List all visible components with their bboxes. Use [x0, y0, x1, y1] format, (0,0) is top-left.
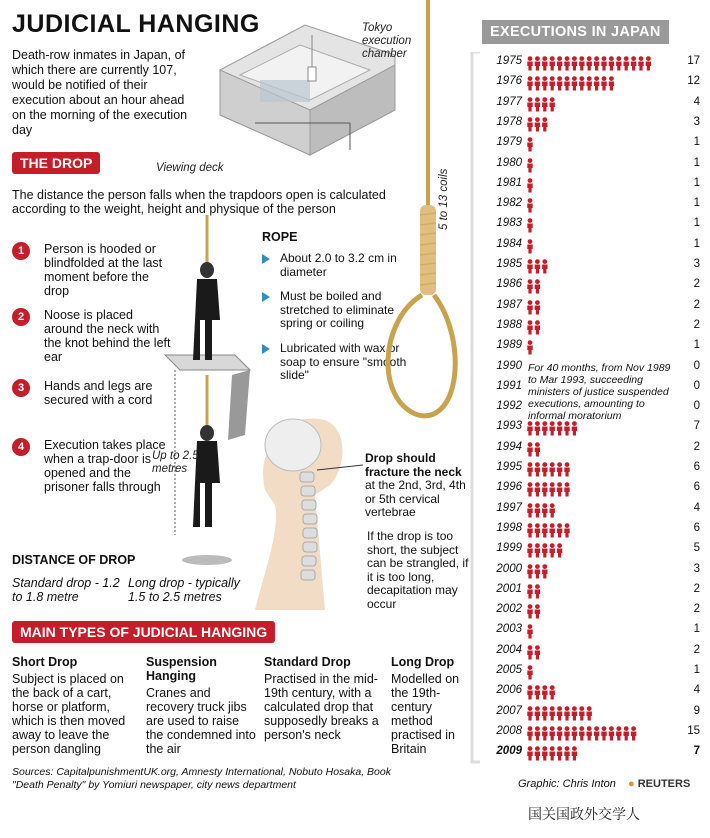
person-icon [624, 56, 629, 70]
viewing-deck-label: Viewing deck [156, 162, 224, 174]
count-label: 1 [693, 623, 700, 636]
step-number: 4 [12, 438, 30, 456]
execution-bar [527, 76, 677, 92]
type-short-drop: Short Drop Subject is placed on the back of a cart, horse or platform, which is then moved away to leave the person dangling [12, 655, 126, 756]
year-label: 1982 [496, 197, 522, 210]
execution-bar [527, 624, 677, 640]
rope-item: Must be boiled and stretched to eliminate spring or coiling [262, 290, 412, 332]
bullet-triangle-icon [262, 292, 270, 302]
person-icon [564, 482, 569, 496]
person-icon [572, 422, 577, 436]
person-icon [542, 76, 547, 90]
count-label: 2 [693, 298, 700, 311]
execution-bar [527, 685, 677, 701]
person-icon [527, 219, 532, 233]
execution-bar [527, 259, 677, 275]
person-icon [527, 198, 532, 212]
count-label: 7 [693, 745, 700, 758]
person-icon [527, 279, 532, 293]
person-icon [527, 56, 532, 70]
year-label: 2002 [496, 603, 522, 616]
count-label: 3 [693, 115, 700, 128]
person-icon [631, 56, 636, 70]
year-label: 1989 [496, 339, 522, 352]
page-title: JUDICIAL HANGING [12, 10, 260, 38]
execution-bar [527, 239, 677, 255]
person-icon [557, 726, 562, 740]
count-label: 2 [693, 643, 700, 656]
execution-bar [527, 503, 677, 519]
person-icon [564, 746, 569, 760]
types-heading: MAIN TYPES OF JUDICIAL HANGING [12, 621, 275, 643]
count-label: 2 [693, 603, 700, 616]
person-icon [527, 645, 532, 659]
person-icon [535, 259, 540, 273]
person-icon [535, 564, 540, 578]
person-icon [535, 76, 540, 90]
person-icon [527, 340, 532, 354]
person-icon [542, 422, 547, 436]
count-label: 6 [693, 481, 700, 494]
person-icon [550, 56, 555, 70]
person-icon [527, 259, 532, 273]
person-icon [646, 56, 651, 70]
count-label: 9 [693, 704, 700, 717]
person-icon [579, 706, 584, 720]
person-icon [594, 76, 599, 90]
person-icon [601, 76, 606, 90]
person-icon [527, 462, 532, 476]
person-icon [535, 300, 540, 314]
person-icon [579, 726, 584, 740]
the-drop-heading: THE DROP [12, 152, 100, 174]
person-icon [535, 442, 540, 456]
person-icon [542, 97, 547, 111]
step-number: 1 [12, 242, 30, 260]
person-icon [550, 462, 555, 476]
count-label: 4 [693, 95, 700, 108]
person-icon [527, 422, 532, 436]
person-icon [564, 523, 569, 537]
execution-bar [527, 320, 677, 336]
executions-heading: EXECUTIONS IN JAPAN [482, 20, 669, 44]
execution-bar [527, 523, 677, 539]
year-label: 1981 [496, 176, 522, 189]
moratorium-note: For 40 months, from Nov 1989 to Mar 1993, succeeding ministers of justice suspended executions, amounting to informal moratorium [528, 362, 671, 422]
count-label: 4 [693, 684, 700, 697]
person-icon [535, 117, 540, 131]
person-icon [542, 564, 547, 578]
person-icon [550, 503, 555, 517]
year-label: 1976 [496, 75, 522, 88]
person-icon [572, 56, 577, 70]
person-icon [535, 320, 540, 334]
step-2 [12, 308, 172, 364]
type-long-drop: Long Drop Modelled on the 19th-century method practised in Britain [391, 655, 460, 756]
bullet-triangle-icon [262, 344, 270, 354]
person-icon [550, 746, 555, 760]
person-icon [616, 56, 621, 70]
person-icon [542, 503, 547, 517]
person-icon [557, 422, 562, 436]
year-label: 1985 [496, 258, 522, 270]
person-icon [527, 665, 532, 679]
person-icon [594, 56, 599, 70]
chart-bracket [470, 52, 482, 764]
person-icon [609, 76, 614, 90]
person-icon [527, 685, 532, 699]
execution-bar [527, 300, 677, 316]
count-label: 2 [693, 318, 700, 331]
person-icon [542, 706, 547, 720]
year-label: 1993 [496, 420, 522, 433]
person-icon [542, 685, 547, 699]
year-label: 2007 [496, 704, 522, 717]
person-icon [572, 746, 577, 760]
reuters-dots-icon: ● [628, 778, 635, 790]
person-icon [527, 97, 532, 111]
person-icon [542, 746, 547, 760]
person-icon [542, 523, 547, 537]
person-icon [638, 56, 643, 70]
type-standard-drop: Standard Drop Practised in the mid-19th century, with a calculated drop that supposedly breaks a person's neck [264, 655, 379, 742]
year-label: 1979 [496, 136, 522, 149]
person-icon [535, 706, 540, 720]
execution-bar [527, 543, 677, 559]
rope-item: Lubricated with wax or soap to ensure "smooth slide" [262, 342, 412, 398]
person-icon [527, 76, 532, 90]
person-icon [527, 746, 532, 760]
person-icon [542, 117, 547, 131]
person-icon [527, 137, 532, 151]
fracture-heading: Drop should fracture the neck [365, 451, 462, 479]
person-icon [594, 726, 599, 740]
count-label: 6 [693, 461, 700, 473]
person-icon [527, 706, 532, 720]
year-label: 2001 [496, 582, 522, 595]
person-icon [527, 300, 532, 314]
person-icon [616, 726, 621, 740]
person-icon [579, 56, 584, 70]
person-icon [557, 76, 562, 90]
person-icon [542, 259, 547, 273]
person-icon [535, 645, 540, 659]
year-label: 1980 [496, 156, 522, 169]
person-icon [535, 543, 540, 557]
execution-bar [527, 482, 677, 498]
person-icon [527, 320, 532, 334]
person-icon [587, 76, 592, 90]
count-label: 12 [687, 75, 700, 88]
execution-bar [527, 178, 677, 194]
count-label: 1 [693, 176, 700, 189]
count-label: 17 [687, 55, 700, 67]
execution-bar [527, 746, 677, 762]
person-icon [527, 726, 532, 740]
count-label: 1 [693, 197, 700, 210]
person-icon [527, 543, 532, 557]
person-icon [564, 462, 569, 476]
count-label: 15 [687, 724, 700, 737]
person-icon [609, 56, 614, 70]
graphic-credit: Graphic: Chris Inton [518, 778, 616, 790]
rope-heading: ROPE [262, 230, 298, 244]
year-label: 1998 [496, 521, 522, 534]
watermark: 国关国政外交学人 [528, 806, 640, 822]
count-label: 0 [693, 379, 700, 392]
count-label: 6 [693, 521, 700, 534]
person-icon [527, 442, 532, 456]
step-text: Execution takes place when a trap-door is opened and the prisoner falls through [44, 438, 166, 494]
person-icon [557, 482, 562, 496]
up-to-label: Up to 2.5 metres [152, 450, 199, 475]
person-icon [572, 76, 577, 90]
year-label: 2006 [496, 684, 522, 697]
person-icon [535, 482, 540, 496]
spine-illustration [245, 410, 365, 620]
count-label: 0 [693, 400, 700, 413]
step-text: Noose is placed around the neck with the knot behind the left ear [44, 308, 171, 364]
person-icon [601, 726, 606, 740]
person-icon [527, 178, 532, 192]
person-icon [601, 56, 606, 70]
person-icon [550, 685, 555, 699]
person-icon [557, 56, 562, 70]
count-label: 7 [693, 420, 700, 433]
year-label: 1975 [496, 55, 522, 67]
count-label: 3 [693, 258, 700, 270]
count-label: 1 [693, 664, 700, 676]
person-icon [550, 726, 555, 740]
person-icon [527, 482, 532, 496]
reuters-logo: ● REUTERS [628, 778, 691, 790]
person-icon [535, 56, 540, 70]
year-label: 1990 [496, 359, 522, 372]
person-icon [587, 706, 592, 720]
count-label: 2 [693, 278, 700, 291]
person-icon [527, 604, 532, 618]
bullet-triangle-icon [262, 254, 270, 264]
count-label: 2 [693, 582, 700, 595]
person-icon [535, 523, 540, 537]
hanging-figure-illustration [150, 215, 260, 575]
step-number: 2 [12, 308, 30, 326]
person-icon [564, 422, 569, 436]
count-label: 2 [693, 440, 700, 453]
person-icon [557, 706, 562, 720]
year-label: 1991 [496, 379, 522, 392]
type-suspension: Suspension Hanging Cranes and recovery truck jibs are used to raise the condemned into the air [146, 655, 256, 756]
chamber-label: Tokyo execution chamber [362, 22, 412, 60]
person-icon [550, 422, 555, 436]
rope-item: About 2.0 to 3.2 cm in diameter [262, 252, 412, 282]
person-icon [535, 584, 540, 598]
person-icon [542, 462, 547, 476]
person-icon [564, 76, 569, 90]
long-drop-text: Long drop - typically 1.5 to 2.5 metres [128, 576, 240, 604]
person-icon [535, 462, 540, 476]
execution-bar [527, 564, 677, 580]
person-icon [535, 279, 540, 293]
person-icon [535, 503, 540, 517]
count-label: 0 [693, 359, 700, 372]
person-icon [542, 726, 547, 740]
year-label: 1995 [496, 461, 522, 473]
person-icon [550, 76, 555, 90]
person-icon [550, 706, 555, 720]
year-label: 1994 [496, 440, 522, 453]
person-icon [587, 56, 592, 70]
person-icon [550, 97, 555, 111]
person-icon [542, 482, 547, 496]
execution-bar [527, 279, 677, 295]
distance-heading: DISTANCE OF DROP [12, 553, 136, 567]
person-icon [550, 543, 555, 557]
person-icon [624, 726, 629, 740]
execution-bar [527, 645, 677, 661]
execution-bar [527, 584, 677, 600]
person-icon [542, 56, 547, 70]
count-label: 3 [693, 562, 700, 575]
person-icon [535, 604, 540, 618]
person-icon [609, 726, 614, 740]
year-label: 1992 [496, 400, 522, 413]
execution-bar [527, 137, 677, 153]
year-label: 2003 [496, 623, 522, 636]
person-icon [557, 543, 562, 557]
person-icon [587, 726, 592, 740]
count-label: 4 [693, 501, 700, 514]
intro-text: Death-row inmates in Japan, of which there are currently 107, would be notified of their execution about an hour ahead on the morning of the execution day [12, 48, 188, 137]
step-number: 3 [12, 379, 30, 397]
person-icon [550, 482, 555, 496]
execution-bar [527, 340, 677, 356]
person-icon [527, 158, 532, 172]
year-label: 1987 [496, 298, 522, 311]
count-label: 1 [693, 237, 700, 250]
person-icon [527, 584, 532, 598]
execution-bar [527, 706, 677, 722]
person-icon [527, 117, 532, 131]
person-icon [527, 239, 532, 253]
year-label: 1988 [496, 318, 522, 331]
year-label: 1984 [496, 237, 522, 250]
person-icon [535, 726, 540, 740]
execution-bar [527, 56, 677, 72]
count-label: 1 [693, 217, 700, 230]
year-label: 2009 [496, 745, 522, 758]
person-icon [542, 543, 547, 557]
count-label: 1 [693, 339, 700, 352]
step-1 [12, 242, 172, 298]
year-label: 2000 [496, 562, 522, 575]
drop-length-note: If the drop is too short, the subject can be strangled, if it is too long, decapitation may occur [367, 529, 469, 611]
fracture-body: at the 2nd, 3rd, 4th or 5th cervical vertebrae [365, 478, 466, 519]
person-icon [527, 523, 532, 537]
execution-bar [527, 158, 677, 174]
count-label: 1 [693, 136, 700, 149]
execution-bar [527, 462, 677, 478]
count-label: 1 [693, 156, 700, 169]
execution-bar [527, 665, 677, 681]
step-3 [12, 379, 172, 421]
person-icon [535, 746, 540, 760]
coils-label: 5 to 13 coils [438, 168, 450, 230]
step-text: Hands and legs are secured with a cord [44, 379, 153, 407]
year-label: 1996 [496, 481, 522, 494]
year-label: 1977 [496, 95, 522, 108]
execution-bar [527, 421, 677, 437]
person-icon [557, 523, 562, 537]
person-icon [572, 726, 577, 740]
standard-drop-text: Standard drop - 1.2 to 1.8 metre [12, 576, 120, 604]
person-icon [535, 685, 540, 699]
year-label: 2008 [496, 724, 522, 737]
person-icon [557, 746, 562, 760]
step-4 [12, 438, 172, 513]
year-label: 1978 [496, 115, 522, 128]
person-icon [527, 503, 532, 517]
year-label: 2005 [496, 664, 522, 676]
execution-bar [527, 604, 677, 620]
person-icon [572, 706, 577, 720]
year-label: 1999 [496, 542, 522, 555]
execution-bar [527, 218, 677, 234]
year-label: 1986 [496, 278, 522, 291]
person-icon [564, 706, 569, 720]
person-icon [550, 523, 555, 537]
year-label: 2004 [496, 643, 522, 656]
person-icon [579, 76, 584, 90]
execution-bar [527, 442, 677, 458]
person-icon [631, 726, 636, 740]
person-icon [564, 726, 569, 740]
sources-text: Sources: CapitalpunishmentUK.org, Amnesty International, Nobuto Hosaka, Book "Death Penalty" by Yomiuri newspaper, city news department [12, 766, 391, 791]
drop-description: The distance the person falls when the trapdoors open is calculated according to the weight, height and physique of the person [12, 188, 386, 216]
count-label: 5 [693, 542, 700, 555]
person-icon [557, 462, 562, 476]
fracture-text [365, 452, 475, 520]
person-icon [564, 56, 569, 70]
execution-bar [527, 726, 677, 742]
execution-bar [527, 97, 677, 113]
year-label: 1983 [496, 217, 522, 230]
person-icon [535, 422, 540, 436]
execution-bar [527, 117, 677, 133]
year-label: 1997 [496, 501, 522, 514]
person-icon [527, 625, 532, 639]
execution-bar [527, 198, 677, 214]
step-text: Person is hooded or blindfolded at the last moment before the drop [44, 242, 163, 298]
person-icon [527, 564, 532, 578]
person-icon [535, 97, 540, 111]
